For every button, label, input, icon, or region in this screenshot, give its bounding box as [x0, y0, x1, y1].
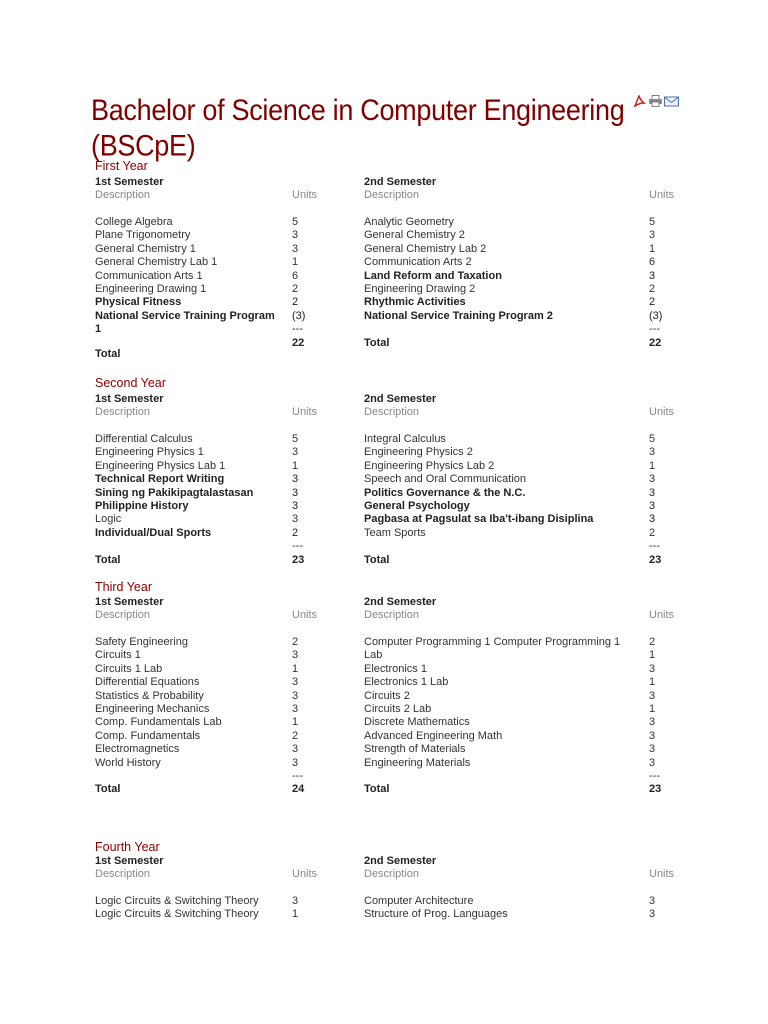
course-units: 3	[292, 895, 299, 907]
course-row	[364, 460, 684, 473]
units-header: Units	[292, 189, 318, 201]
course-row	[364, 283, 684, 296]
semester-heading: 1st Semester	[95, 855, 164, 867]
course-row	[364, 649, 684, 662]
course-row	[95, 446, 363, 459]
course-units: 3	[292, 756, 299, 769]
course-name: Logic Circuits & Switching Theory	[95, 908, 259, 921]
first-year-sem2	[364, 176, 684, 350]
course-units: 2	[292, 729, 299, 742]
course-row	[364, 500, 684, 513]
year-heading-first: First Year	[95, 159, 148, 173]
course-units: 1	[649, 242, 656, 255]
course-name: Differential Equations	[95, 676, 200, 689]
course-name: Statistics & Probability	[95, 689, 204, 702]
description-header: Description	[364, 609, 420, 621]
column-headers	[95, 868, 363, 895]
description-header: Description	[95, 868, 151, 880]
course-units: 3	[649, 716, 656, 729]
course-units: 3	[649, 513, 656, 526]
course-name	[364, 770, 684, 783]
course-units: ---	[649, 540, 660, 553]
course-units: ---	[649, 323, 660, 336]
course-row	[95, 229, 363, 242]
course-units: 2	[649, 526, 656, 539]
course-units: 3	[292, 242, 299, 255]
description-header: Description	[364, 189, 420, 201]
course-name: Plane Trigonometry	[95, 229, 191, 242]
course-units: 3	[649, 446, 656, 459]
course-row	[364, 256, 684, 269]
course-name: National Service Training Program	[95, 309, 275, 322]
course-row	[364, 487, 684, 500]
course-name: Discrete Mathematics	[364, 716, 470, 729]
total-label: Total	[95, 783, 121, 796]
course-units: 3	[292, 689, 299, 702]
course-units: 2	[292, 526, 299, 539]
course-row	[95, 256, 363, 269]
course-units: 3	[649, 908, 656, 921]
course-units: 1	[649, 676, 656, 689]
course-units: 3	[292, 649, 299, 662]
page-title: Bachelor of Science in Computer Engineering (BSCpE)	[91, 94, 625, 163]
second-year-sem1	[95, 393, 363, 567]
course-row	[95, 770, 363, 783]
units-header: Units	[292, 609, 318, 621]
course-units: 3	[649, 269, 656, 282]
course-name: Electronics 1	[364, 662, 427, 675]
course-row	[95, 243, 363, 256]
course-row	[364, 540, 684, 553]
course-row	[95, 500, 363, 513]
course-row	[364, 433, 684, 446]
course-row	[364, 296, 684, 309]
course-row	[95, 323, 363, 336]
course-name: Electronics 1 Lab	[364, 676, 449, 689]
course-name: General Chemistry 2	[364, 229, 465, 242]
course-name: Circuits 1	[95, 649, 141, 662]
semester-heading: 2nd Semester	[364, 596, 437, 608]
course-units: 1	[649, 459, 656, 472]
course-units: (3)	[292, 309, 306, 322]
course-name: Politics Governance & the N.C.	[364, 486, 526, 499]
course-row	[95, 433, 363, 446]
course-name: General Psychology	[364, 500, 470, 513]
course-name: Circuits 2 Lab	[364, 703, 432, 716]
pdf-icon[interactable]	[632, 95, 647, 107]
course-row	[364, 446, 684, 459]
description-header: Description	[364, 868, 420, 880]
course-name: General Chemistry 1	[95, 242, 196, 255]
course-name: Engineering Physics Lab 1	[95, 459, 226, 472]
course-name: Rhythmic Activities	[364, 296, 466, 309]
course-row	[364, 229, 684, 242]
fourth-year-sem2	[364, 855, 684, 922]
total-label: Total	[364, 783, 390, 796]
second-year-sem2	[364, 393, 684, 567]
course-name: Advanced Engineering Math	[364, 729, 503, 742]
course-row	[364, 323, 684, 336]
course-name: Circuits 2	[364, 689, 410, 702]
course-units: 2	[292, 296, 299, 309]
course-name	[95, 540, 363, 553]
course-units: 1	[292, 908, 299, 921]
course-name	[95, 770, 363, 783]
course-units: 3	[649, 662, 656, 675]
course-row	[95, 540, 363, 553]
course-units: 1	[292, 716, 299, 729]
course-units: 3	[292, 500, 299, 513]
course-row	[364, 743, 684, 756]
course-name: Engineering Materials	[364, 756, 471, 769]
units-header: Units	[292, 406, 318, 418]
course-row	[364, 757, 684, 770]
course-row	[95, 895, 363, 908]
course-name: Communication Arts 2	[364, 256, 472, 269]
course-units: 1	[649, 703, 656, 716]
total-label: Total	[95, 553, 121, 566]
total-label: Total	[364, 553, 390, 566]
course-units: 3	[292, 513, 299, 526]
course-row	[364, 690, 684, 703]
year-heading-third: Third Year	[95, 580, 152, 594]
course-row	[95, 296, 363, 309]
course-name: Structure of Prog. Languages	[364, 908, 508, 921]
course-units: 5	[649, 433, 656, 445]
total-label: Total	[95, 348, 121, 360]
course-row	[364, 270, 684, 283]
course-row	[95, 216, 363, 229]
email-icon[interactable]	[664, 95, 679, 107]
course-row	[364, 716, 684, 729]
course-units: 3	[292, 473, 299, 486]
course-units: 3	[292, 446, 299, 459]
course-units: 6	[649, 256, 656, 269]
course-units: 3	[649, 473, 656, 486]
year-heading-fourth: Fourth Year	[95, 840, 160, 854]
course-units: 1	[649, 649, 656, 662]
total-row	[95, 783, 363, 796]
course-units: 3	[649, 486, 656, 499]
course-name: World History	[95, 756, 161, 769]
course-units: ---	[292, 540, 303, 553]
column-headers	[364, 609, 684, 636]
total-value: 24	[292, 783, 305, 796]
course-row	[95, 460, 363, 473]
course-units: 2	[292, 636, 299, 648]
course-row	[364, 636, 684, 649]
course-units: 1	[292, 256, 299, 269]
course-name: Technical Report Writing	[95, 473, 225, 486]
course-row	[95, 908, 363, 921]
semester-heading: 2nd Semester	[364, 855, 437, 867]
course-units: 3	[649, 500, 656, 513]
course-name	[364, 540, 684, 553]
semester-heading: 1st Semester	[95, 596, 164, 608]
course-name: Communication Arts 1	[95, 269, 203, 282]
course-units: 3	[292, 703, 299, 716]
course-units: 3	[292, 743, 299, 756]
course-name: Logic Circuits & Switching Theory	[95, 895, 259, 907]
course-name: Comp. Fundamentals Lab	[95, 716, 222, 729]
course-row	[364, 243, 684, 256]
description-header: Description	[364, 406, 420, 418]
course-name: Logic	[95, 513, 122, 526]
course-units: ---	[649, 770, 660, 783]
course-name: Physical Fitness	[95, 296, 182, 309]
course-name: Circuits 1 Lab	[95, 662, 163, 675]
description-header: Description	[95, 189, 151, 201]
column-headers	[364, 189, 684, 216]
total-value: 23	[649, 553, 662, 566]
total-label: Total	[364, 336, 390, 349]
course-name: Engineering Physics 2	[364, 446, 473, 459]
course-row	[364, 310, 684, 323]
third-year-sem1	[95, 596, 363, 797]
course-name: Engineering Physics 1	[95, 446, 204, 459]
course-row	[95, 703, 363, 716]
course-row	[95, 473, 363, 486]
course-units: 5	[292, 216, 299, 228]
course-name: Electromagnetics	[95, 743, 180, 756]
course-row	[95, 487, 363, 500]
course-units: 2	[649, 283, 656, 296]
course-row	[95, 649, 363, 662]
course-units: 1	[292, 662, 299, 675]
column-headers	[95, 609, 363, 636]
course-units: 3	[292, 486, 299, 499]
course-name: Team Sports	[364, 526, 426, 539]
semester-heading: 2nd Semester	[364, 176, 437, 188]
course-name: Computer Architecture	[364, 895, 474, 907]
course-units: 1	[292, 459, 299, 472]
course-name: Individual/Dual Sports	[95, 526, 212, 539]
course-units: ---	[292, 770, 303, 783]
course-row	[95, 757, 363, 770]
course-units: 3	[649, 729, 656, 742]
course-units: 3	[292, 676, 299, 689]
course-name: Pagbasa at Pagsulat sa Iba't-ibang Disiplina	[364, 513, 594, 526]
year-heading-second: Second Year	[95, 376, 166, 390]
sum-row	[95, 337, 363, 350]
total-row	[364, 783, 684, 796]
course-name: Sining ng Pakikipagtalastasan	[95, 486, 254, 499]
course-units: 5	[292, 433, 299, 445]
course-name: Speech and Oral Communication	[364, 473, 527, 486]
course-name: College Algebra	[95, 216, 173, 228]
course-row	[95, 527, 363, 540]
course-name: Engineering Drawing 2	[364, 283, 476, 296]
course-name: 1	[95, 323, 102, 336]
fourth-year-sem1	[95, 855, 363, 922]
description-header: Description	[95, 406, 151, 418]
first-year-sem1	[95, 176, 363, 350]
course-name: Differential Calculus	[95, 433, 193, 445]
units-header: Units	[292, 868, 318, 880]
column-headers	[364, 406, 684, 433]
course-row	[364, 770, 684, 783]
total-row	[95, 554, 363, 567]
course-name: General Chemistry Lab 1	[95, 256, 218, 269]
course-units: 2	[649, 636, 656, 648]
course-name: Strength of Materials	[364, 743, 466, 756]
course-row	[364, 663, 684, 676]
units-sum: 22	[292, 336, 305, 349]
course-row	[364, 730, 684, 743]
course-name: Engineering Physics Lab 2	[364, 459, 495, 472]
course-name	[364, 323, 684, 336]
total-value: 22	[649, 336, 662, 349]
course-units: 3	[649, 229, 656, 242]
course-units: 2	[292, 283, 299, 296]
course-row	[95, 730, 363, 743]
course-name: Lab	[364, 649, 383, 662]
course-name: Safety Engineering	[95, 636, 188, 648]
course-name: Philippine History	[95, 500, 189, 513]
course-row	[95, 636, 363, 649]
course-name: Analytic Geometry	[364, 216, 454, 228]
course-row	[95, 270, 363, 283]
units-header: Units	[649, 189, 675, 201]
course-name: National Service Training Program 2	[364, 309, 553, 322]
semester-heading: 1st Semester	[95, 393, 164, 405]
column-headers	[95, 406, 363, 433]
course-name: Integral Calculus	[364, 433, 446, 445]
course-row	[364, 513, 684, 526]
course-row	[364, 703, 684, 716]
course-row	[364, 527, 684, 540]
course-name: Computer Programming 1 Computer Programming 1	[364, 636, 621, 648]
course-row	[95, 676, 363, 689]
course-units: 3	[649, 743, 656, 756]
print-icon[interactable]	[648, 95, 663, 107]
course-row	[95, 283, 363, 296]
toolbar-icons	[632, 95, 679, 109]
units-header: Units	[649, 868, 675, 880]
course-units: 3	[649, 689, 656, 702]
course-units: 3	[292, 229, 299, 242]
course-row	[95, 690, 363, 703]
course-units: (3)	[649, 309, 663, 322]
description-header: Description	[95, 609, 151, 621]
third-year-sem2	[364, 596, 684, 797]
course-row	[364, 895, 684, 908]
column-headers	[95, 189, 363, 216]
course-name: Engineering Mechanics	[95, 703, 210, 716]
course-row	[95, 743, 363, 756]
course-row	[95, 310, 363, 323]
course-units: 3	[649, 895, 656, 907]
course-row	[95, 663, 363, 676]
course-row	[95, 513, 363, 526]
course-row	[364, 908, 684, 921]
course-name: Engineering Drawing 1	[95, 283, 207, 296]
semester-heading: 1st Semester	[95, 176, 164, 188]
column-headers	[364, 868, 684, 895]
course-units: ---	[292, 323, 303, 336]
course-name: General Chemistry Lab 2	[364, 242, 487, 255]
total-value: 23	[292, 553, 305, 566]
semester-heading: 2nd Semester	[364, 393, 437, 405]
course-units: 5	[649, 216, 656, 228]
course-units: 3	[649, 756, 656, 769]
course-units: 6	[292, 269, 299, 282]
course-row	[364, 216, 684, 229]
units-header: Units	[649, 406, 675, 418]
total-row	[364, 337, 684, 350]
total-row	[364, 554, 684, 567]
course-name: Land Reform and Taxation	[364, 269, 502, 282]
course-name: Comp. Fundamentals	[95, 729, 201, 742]
course-row	[364, 473, 684, 486]
total-value: 23	[649, 783, 662, 796]
units-header: Units	[649, 609, 675, 621]
course-row	[95, 716, 363, 729]
course-row	[364, 676, 684, 689]
course-units: 2	[649, 296, 656, 309]
